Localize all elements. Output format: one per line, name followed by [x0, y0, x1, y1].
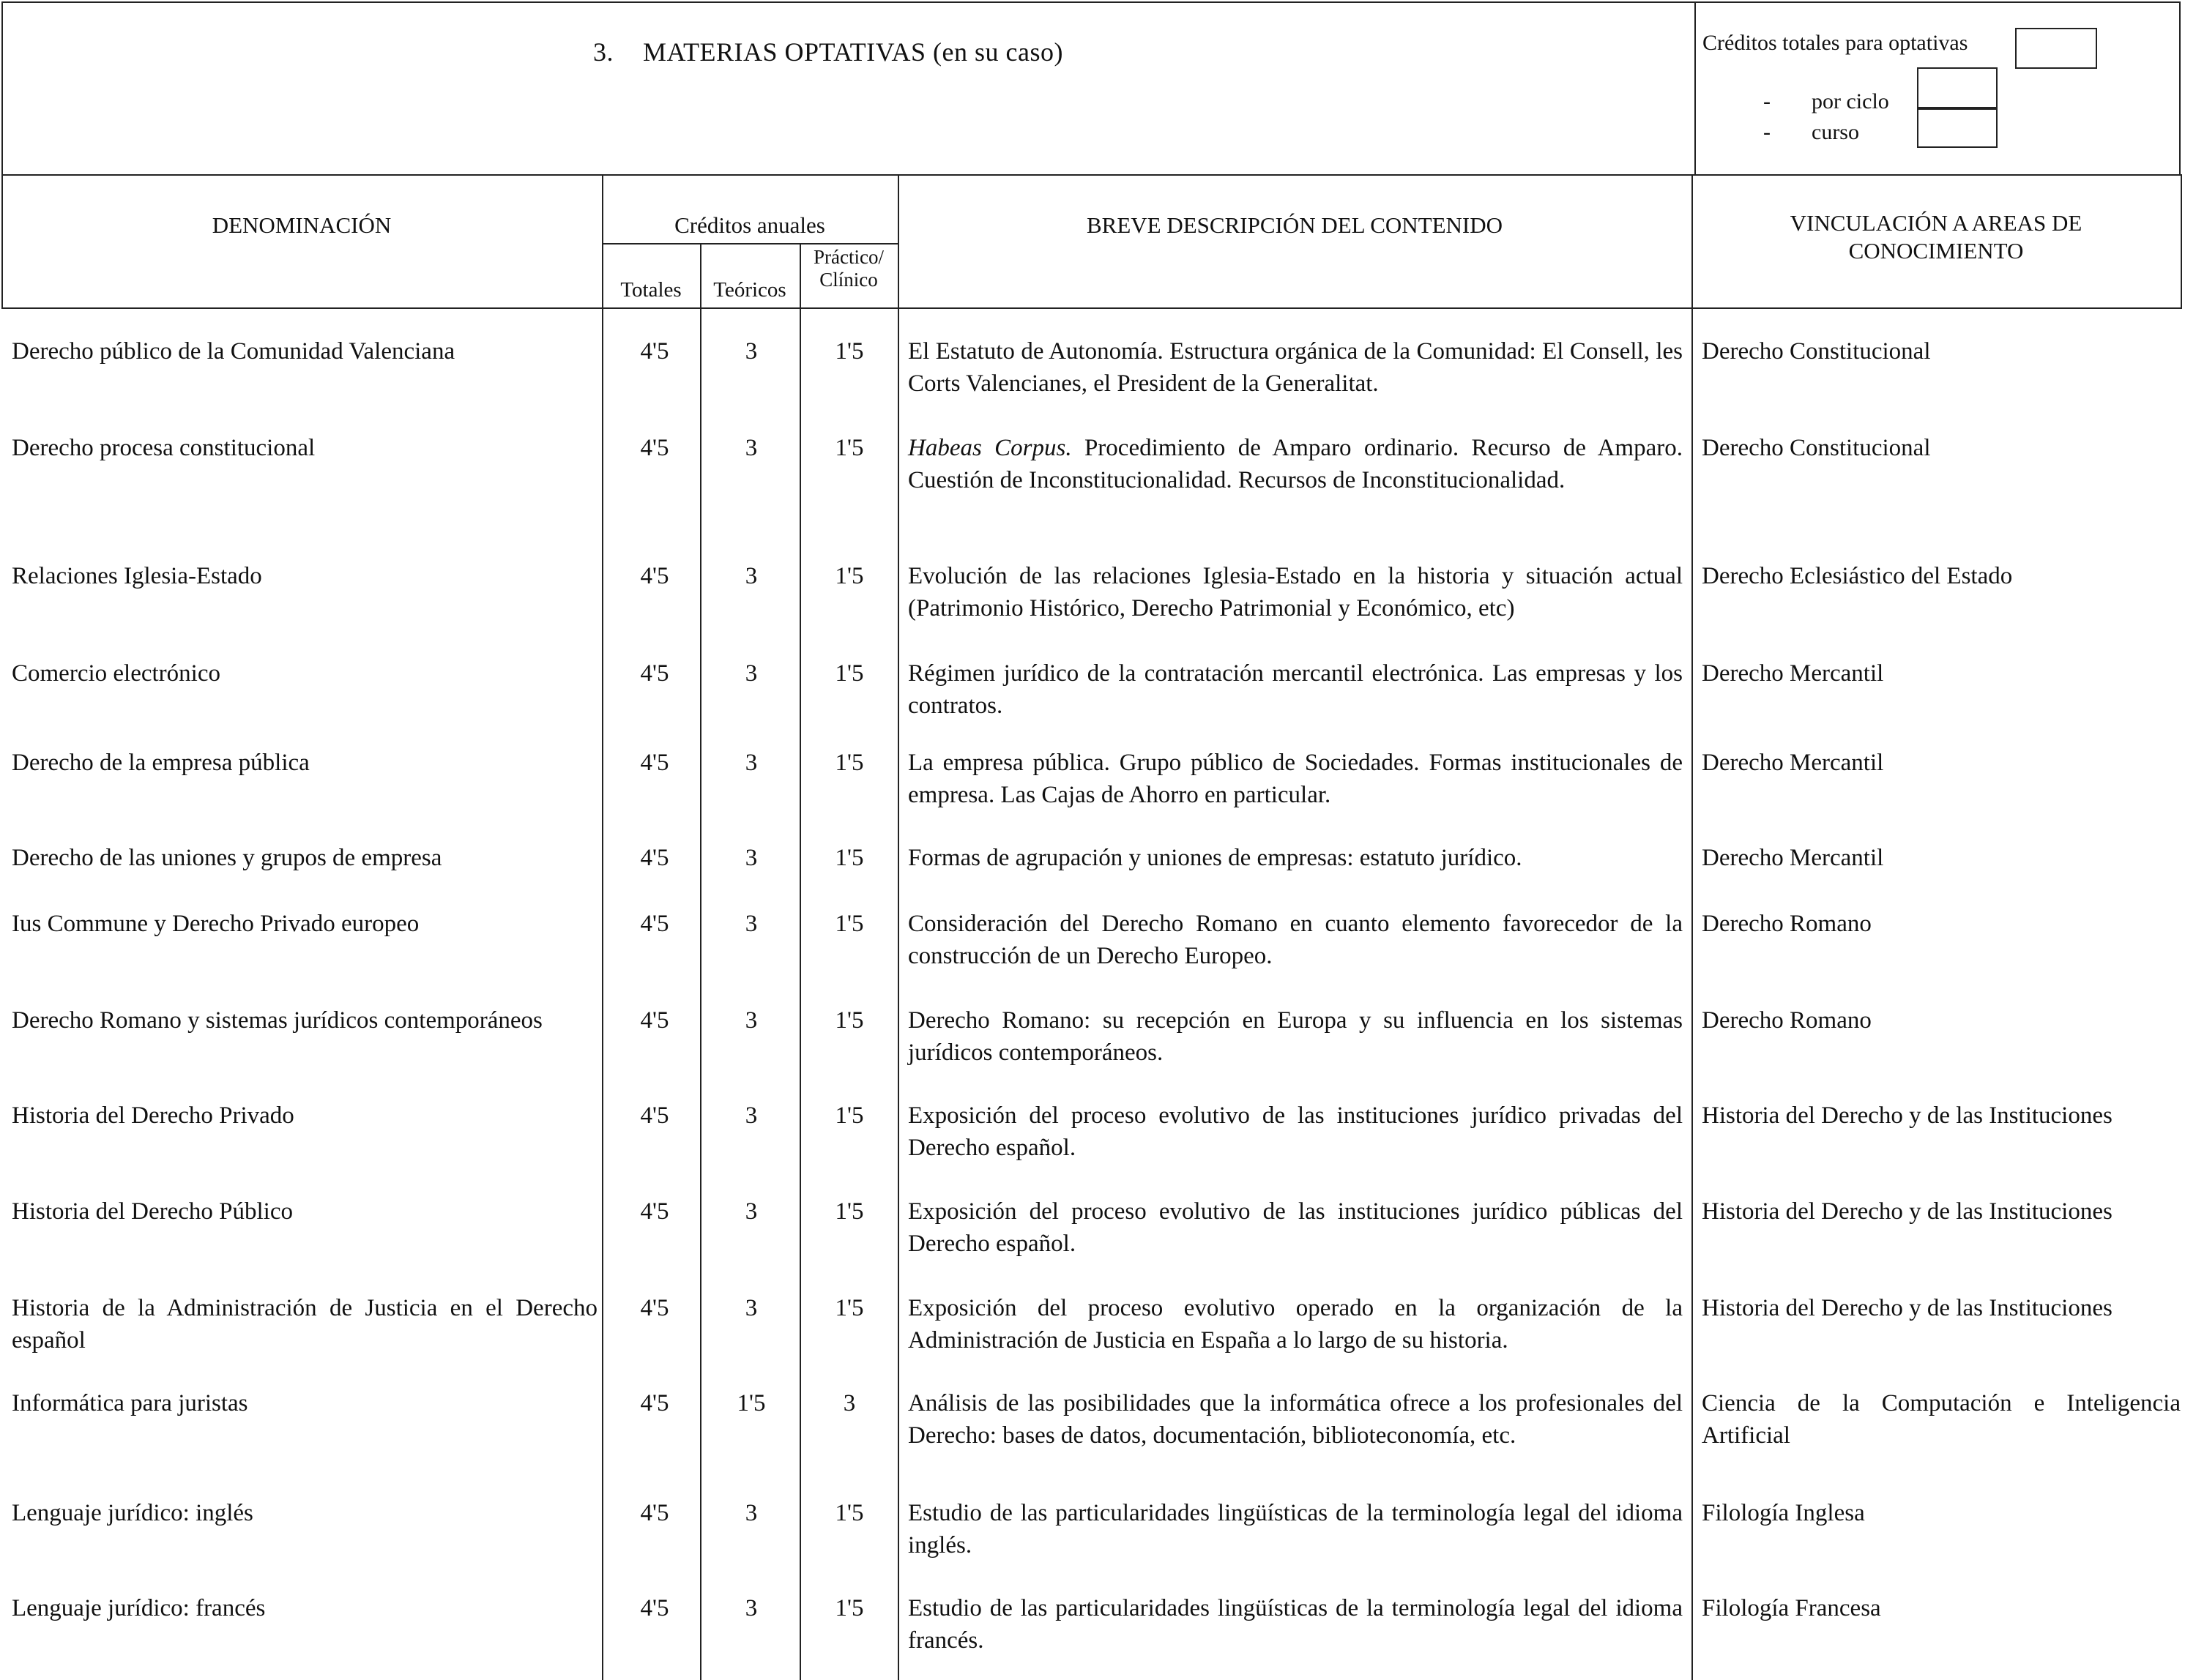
credits-practice: 1'5	[835, 1595, 864, 1621]
table-border-left	[1, 174, 3, 307]
section-title-text: MATERIAS OPTATIVAS (en su caso)	[643, 37, 1063, 67]
description-text: Evolución de las relaciones Iglesia-Estado en la historia y situación actual (Patrimonio Histórico, Derecho Patrimonial y Económico, etc)	[908, 563, 1683, 621]
description-text: Exposición del proceso evolutivo de las instituciones jurídico privadas del Derecho español.	[908, 1102, 1683, 1161]
credits-practice: 1'5	[835, 1007, 864, 1034]
credits-theory: 1'5	[737, 1390, 766, 1416]
description-text: Derecho Romano: su recepción en Europa y su influencia en los sistemas jurídicos contemporáneos.	[908, 1007, 1683, 1066]
subject-description	[908, 335, 1683, 400]
credits-practice: 1'5	[835, 1295, 864, 1321]
credits-total-box	[2015, 28, 2097, 69]
subheader-line	[602, 243, 899, 244]
column-divider	[898, 174, 899, 1680]
credits-total: 4'5	[640, 1390, 669, 1416]
col-header-totales: Totales	[620, 278, 682, 302]
credits-practice: 1'5	[835, 563, 864, 589]
description-emphasis: Habeas Corpus.	[908, 435, 1072, 461]
credits-total: 4'5	[640, 1102, 669, 1129]
credits-theory: 3	[745, 1295, 758, 1321]
knowledge-area: Derecho Eclesiástico del Estado	[1702, 563, 2013, 589]
description-text: Exposición del proceso evolutivo de las instituciones jurídico públicas del Derecho español.	[908, 1198, 1683, 1257]
credits-theory: 3	[745, 911, 758, 937]
col-header-vinculacion-line1: VINCULACIÓN A AREAS DE	[1790, 210, 2082, 236]
subject-description	[908, 1497, 1683, 1561]
credits-theory: 3	[745, 1198, 758, 1225]
bullet-dash: -	[1763, 120, 1771, 144]
course-label: curso	[1812, 120, 1859, 144]
subject-name: Relaciones Iglesia-Estado	[12, 563, 262, 589]
description-text: Estudio de las particularidades lingüísticas de la terminología legal del idioma francés.	[908, 1595, 1683, 1654]
credits-practice: 1'5	[835, 911, 864, 937]
knowledge-area: Historia del Derecho y de las Instituciones	[1702, 1102, 2113, 1129]
knowledge-area: Historia del Derecho y de las Instituciones	[1702, 1295, 2113, 1321]
knowledge-area: Derecho Romano	[1702, 1007, 1872, 1034]
credits-theory: 3	[745, 750, 758, 776]
credits-practice: 1'5	[835, 1500, 864, 1526]
description-text: Formas de agrupación y uniones de empresas: estatuto jurídico.	[908, 845, 1522, 871]
column-divider	[1691, 174, 1693, 1680]
knowledge-area: Derecho Romano	[1702, 911, 1872, 937]
knowledge-area: Filología Inglesa	[1702, 1500, 1865, 1526]
subject-name: Historia de la Administración de Justicia en el Derecho español	[12, 1295, 598, 1354]
credits-practice: 1'5	[835, 435, 864, 461]
subject-description	[908, 1004, 1683, 1069]
subject-name: Derecho de la empresa pública	[12, 750, 310, 776]
knowledge-area: Derecho Mercantil	[1702, 750, 1884, 776]
credits-total: 4'5	[640, 1595, 669, 1621]
subject-name: Derecho procesa constitucional	[12, 435, 316, 461]
col-header-teoricos: Teóricos	[713, 278, 786, 302]
subject-name: Comercio electrónico	[12, 660, 220, 687]
credits-theory: 3	[745, 1500, 758, 1526]
description-text: Régimen jurídico de la contratación mercantil electrónica. Las empresas y los contratos.	[908, 660, 1683, 719]
subject-name: Historia del Derecho Público	[12, 1198, 293, 1225]
subject-description	[908, 842, 1683, 874]
subject-description	[908, 747, 1683, 811]
table-border-right	[2181, 174, 2182, 307]
subject-description	[908, 432, 1683, 496]
knowledge-area: Ciencia de la Computación e Inteligencia Artificial	[1702, 1390, 2181, 1449]
credits-total: 4'5	[640, 750, 669, 776]
subject-description	[908, 1387, 1683, 1452]
knowledge-area: Derecho Constitucional	[1702, 435, 1931, 461]
credits-practice: 1'5	[835, 1102, 864, 1129]
credits-practice: 1'5	[835, 750, 864, 776]
subject-description	[908, 1292, 1683, 1356]
credits-theory: 3	[745, 660, 758, 687]
subject-name: Informática para juristas	[12, 1390, 248, 1416]
per-cycle-box	[1917, 67, 1998, 108]
description-text: Consideración del Derecho Romano en cuanto elemento favorecedor de la construcción de un Derecho Europeo.	[908, 911, 1683, 969]
section-header-box	[1, 1, 2181, 176]
credits-total: 4'5	[640, 1500, 669, 1526]
description-text: Exposición del proceso evolutivo operado en la organización de la Administración de Justicia en España a lo largo de su historia.	[908, 1295, 1683, 1354]
credits-total: 4'5	[640, 845, 669, 871]
col-header-practico-line1: Práctico/	[814, 246, 884, 268]
column-divider	[800, 243, 801, 1680]
knowledge-area: Historia del Derecho y de las Instituciones	[1702, 1198, 2113, 1225]
credits-theory: 3	[745, 1595, 758, 1621]
knowledge-area: Derecho Mercantil	[1702, 845, 1884, 871]
credits-theory: 3	[745, 563, 758, 589]
col-header-denominacion: DENOMINACIÓN	[212, 212, 392, 238]
col-header-creditos: Créditos anuales	[674, 212, 825, 238]
header-bottom-line	[1, 307, 2182, 309]
credits-theory: 3	[745, 1007, 758, 1034]
col-header-descripcion: BREVE DESCRIPCIÓN DEL CONTENIDO	[1086, 212, 1503, 238]
description-text: El Estatuto de Autonomía. Estructura orgánica de la Comunidad: El Consell, les Corts Valencianes, el President de la Generalitat.	[908, 338, 1683, 397]
subject-name: Derecho público de la Comunidad Valenciana	[12, 338, 455, 365]
header-divider	[1694, 3, 1696, 176]
course-box	[1917, 108, 1998, 148]
knowledge-area: Filología Francesa	[1702, 1595, 1881, 1621]
subject-name: Derecho Romano y sistemas jurídicos contemporáneos	[12, 1007, 543, 1034]
credits-theory: 3	[745, 338, 758, 365]
credits-theory: 3	[745, 1102, 758, 1129]
credits-theory: 3	[745, 845, 758, 871]
credits-total: 4'5	[640, 1007, 669, 1034]
subject-name: Derecho de las uniones y grupos de empresa	[12, 845, 442, 871]
subject-description	[908, 1195, 1683, 1260]
credits-practice: 3	[843, 1390, 856, 1416]
credits-total: 4'5	[640, 338, 669, 365]
subject-name: Historia del Derecho Privado	[12, 1102, 294, 1129]
knowledge-area: Derecho Constitucional	[1702, 338, 1931, 365]
subject-description	[908, 657, 1683, 722]
credits-total: 4'5	[640, 911, 669, 937]
subject-description	[908, 560, 1683, 624]
description-text: Procedimiento de Amparo ordinario. Recurso de Amparo. Cuestión de Inconstitucionalidad. Recursos de Inconstitucionalidad.	[908, 435, 1683, 493]
subject-description	[908, 908, 1683, 972]
credits-total-label: Créditos totales para optativas	[1702, 31, 1968, 55]
description-text: Estudio de las particularidades lingüísticas de la terminología legal del idioma inglés.	[908, 1500, 1683, 1558]
col-header-vinculacion-line2: CONOCIMIENTO	[1848, 238, 2024, 264]
description-text: Análisis de las posibilidades que la informática ofrece a los profesionales del Derecho: bases de datos, documentación, biblioteconomía, etc.	[908, 1390, 1683, 1449]
credits-theory: 3	[745, 435, 758, 461]
credits-total: 4'5	[640, 563, 669, 589]
credits-practice: 1'5	[835, 1198, 864, 1225]
subject-name: Ius Commune y Derecho Privado europeo	[12, 911, 420, 937]
subject-description	[908, 1592, 1683, 1657]
col-header-practico-line2: Clínico	[819, 269, 878, 291]
bullet-dash: -	[1763, 89, 1771, 113]
credits-total: 4'5	[640, 1198, 669, 1225]
credits-practice: 1'5	[835, 660, 864, 687]
section-title	[593, 37, 1063, 67]
column-divider	[602, 174, 603, 1680]
credits-practice: 1'5	[835, 845, 864, 871]
knowledge-area: Derecho Mercantil	[1702, 660, 1884, 687]
credits-total: 4'5	[640, 1295, 669, 1321]
per-cycle-label: por ciclo	[1812, 89, 1889, 113]
subject-description	[908, 1100, 1683, 1164]
subject-name: Lenguaje jurídico: francés	[12, 1595, 266, 1621]
credits-total: 4'5	[640, 660, 669, 687]
col-header-practico	[800, 246, 898, 291]
credits-total: 4'5	[640, 435, 669, 461]
credits-practice: 1'5	[835, 338, 864, 365]
description-text: La empresa pública. Grupo público de Sociedades. Formas institucionales de empresa. Las Cajas de Ahorro en particular.	[908, 750, 1683, 808]
section-number: 3.	[593, 37, 614, 67]
subject-name: Lenguaje jurídico: inglés	[12, 1500, 253, 1526]
col-header-vinculacion	[1691, 209, 2181, 265]
